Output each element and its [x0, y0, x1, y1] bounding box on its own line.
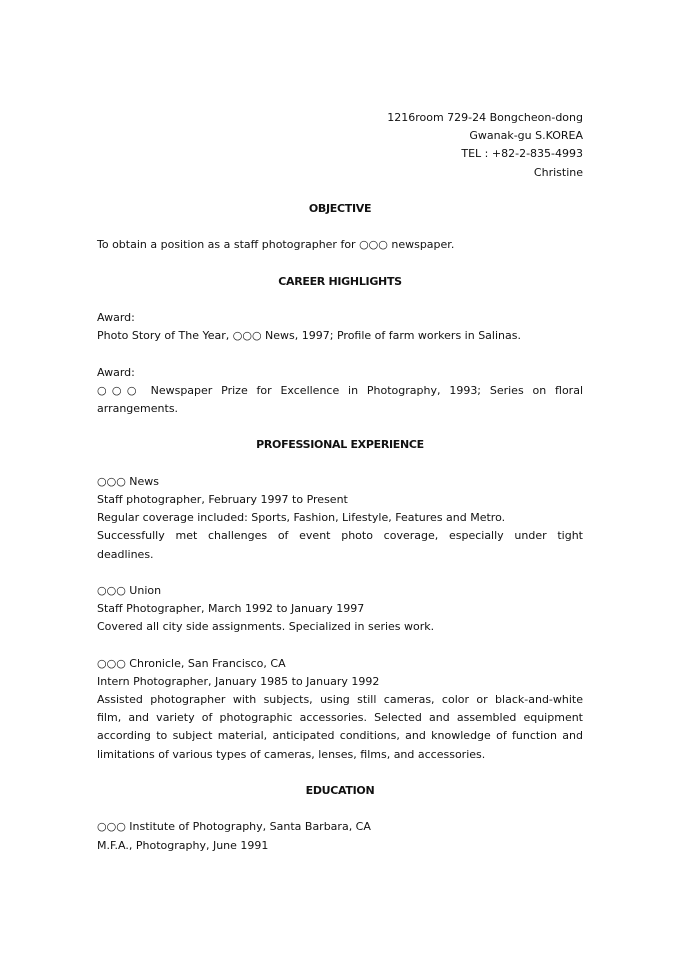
job-1-description-2a: Successfully met challenges of event photo coverage, especially under tight	[97, 529, 583, 543]
job-1-organization: ○○○ News	[97, 474, 160, 488]
job-3-description-1: Assisted photographer with subjects, using still cameras, color or black-and-white	[97, 693, 583, 706]
job-1-title: Staff photographer, February 1997 to Present	[97, 492, 348, 506]
award-2-text-line-1: ○○○ Newspaper Prize for Excellence in Photography, 1993; Series on floral	[97, 383, 583, 397]
education-degree: M.F.A., Photography, June 1991	[97, 838, 269, 852]
job-1-description-2b: deadlines.	[97, 547, 154, 561]
award-1-text: Photo Story of The Year, ○○○ News, 1997; Profile of farm workers in Salinas.	[97, 329, 521, 343]
job-3-description-4: limitations of various types of cameras, lenses, films, and accessories.	[97, 747, 486, 761]
job-1-description-1: Regular coverage included: Sports, Fashion, Lifestyle, Features and Metro.	[97, 511, 506, 525]
objective-heading: OBJECTIVE	[308, 201, 372, 215]
job-3-description-2: film, and variety of photographic accessories. Selected and assembled equipment	[97, 711, 583, 725]
job-2-description: Covered all city side assignments. Specialized in series work.	[97, 620, 435, 634]
address-line-2: Gwanak-gu S.KOREA	[469, 129, 583, 143]
job-3-title: Intern Photographer, January 1985 to January 1992	[97, 674, 380, 688]
phone-number: TEL : +82-2-835-4993	[461, 147, 583, 161]
job-3-description-3: according to subject material, anticipated conditions, and knowledge of function and	[97, 729, 583, 743]
job-2-organization: ○○○ Union	[97, 583, 162, 597]
applicant-name: Christine	[533, 165, 583, 179]
job-2-title: Staff Photographer, March 1992 to January 1997	[97, 602, 365, 616]
award-2-text-line-2: arrangements.	[97, 402, 179, 415]
education-school: ○○○ Institute of Photography, Santa Barbara, CA	[97, 820, 371, 834]
career-highlights-heading: CAREER HIGHLIGHTS	[278, 274, 402, 288]
address-line-1: 1216room 729-24 Bongcheon-dong	[387, 111, 583, 124]
education-heading: EDUCATION	[305, 783, 375, 797]
resume-page	[97, 109, 583, 855]
award-2-label: Award:	[97, 365, 135, 379]
experience-heading: PROFESSIONAL EXPERIENCE	[256, 438, 424, 452]
job-3-organization: ○○○ Chronicle, San Francisco, CA	[97, 656, 286, 670]
objective-text: To obtain a position as a staff photographer for ○○○ newspaper.	[97, 238, 455, 252]
award-1-label: Award:	[97, 311, 135, 325]
